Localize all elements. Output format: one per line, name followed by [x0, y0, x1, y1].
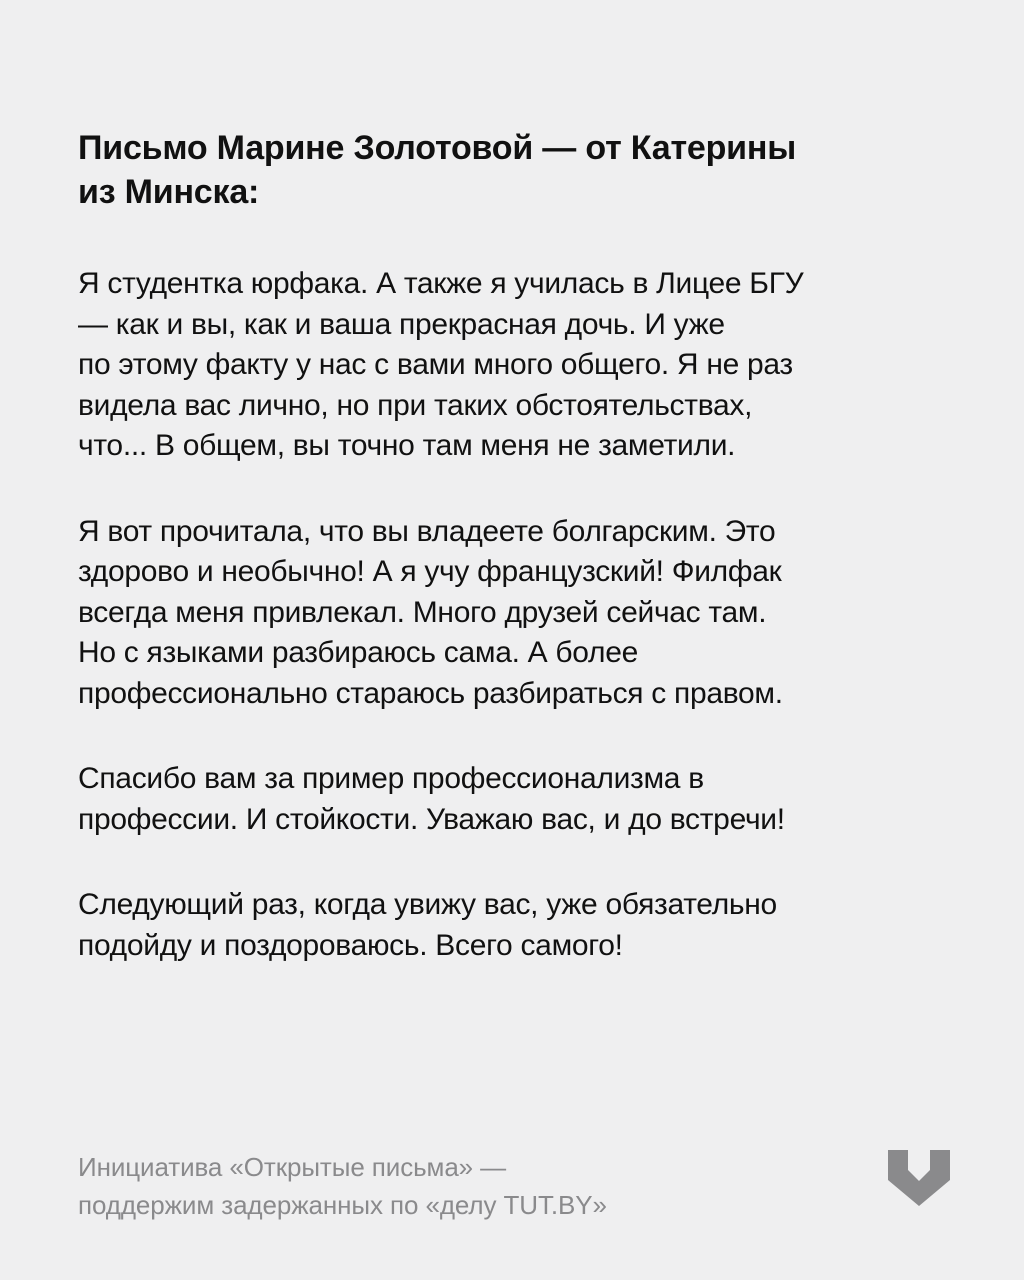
tutby-shield-logo-icon: [888, 1150, 950, 1206]
letter-paragraph: [78, 885, 978, 966]
text-line: профессии. И стойкости. Уважаю вас, и до встречи!: [78, 802, 785, 836]
letter-paragraph: [78, 759, 978, 840]
text-line: по этому факту у нас с вами много общего. Я не раз: [78, 348, 793, 381]
text-line: всегда меня привлекал. Много друзей сейчас там.: [78, 595, 767, 629]
text-line: Но с языками разбираюсь сама. А более: [78, 636, 638, 669]
letter-paragraph: [78, 512, 978, 715]
text-line: здорово и необычно! А я учу французский! Филфак: [78, 555, 782, 588]
text-line: Следующий раз, когда увижу вас, уже обязательно: [78, 888, 777, 921]
footer-line: Инициатива «Открытые письма» —: [78, 1152, 507, 1182]
text-line: видела вас лично, но при таких обстоятельствах,: [78, 388, 753, 422]
text-line: Спасибо вам за пример профессионализма в: [78, 762, 704, 795]
title-line: из Минска:: [78, 173, 260, 211]
text-line: Я студентка юрфака. А также я училась в Лицее БГУ: [78, 267, 804, 300]
letter-title: [78, 126, 958, 214]
text-line: — как и вы, как и ваша прекрасная дочь. И уже: [78, 307, 725, 341]
title-line: Письмо Марине Золотовой — от Катерины: [78, 129, 797, 167]
footer-line: поддержим задержанных по «делу TUT.BY»: [78, 1190, 607, 1220]
initiative-footer: [78, 1148, 838, 1224]
letter-paragraph: [78, 264, 978, 467]
text-line: что... В общем, вы точно там меня не заметили.: [78, 429, 736, 462]
text-line: подойду и поздороваюсь. Всего самого!: [78, 928, 623, 962]
logo-shape: [888, 1150, 950, 1206]
text-line: профессионально стараюсь разбираться с правом.: [78, 676, 783, 710]
text-line: Я вот прочитала, что вы владеете болгарским. Это: [78, 514, 776, 548]
letter-body: [78, 264, 978, 1011]
